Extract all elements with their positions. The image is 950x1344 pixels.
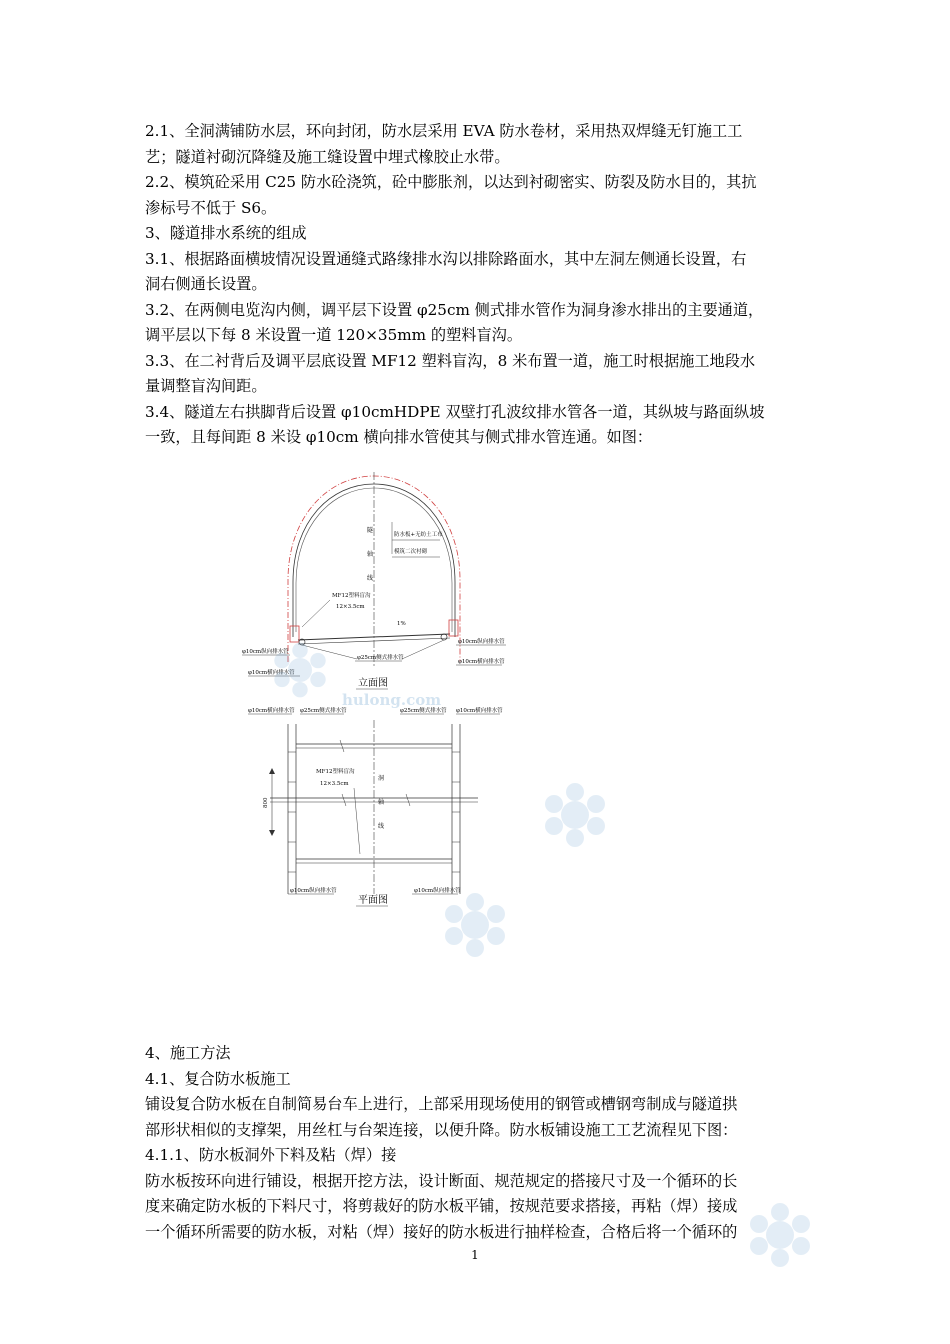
- plan-centerline-char: 线: [378, 823, 385, 830]
- section-heading: 4、施工方法: [145, 1044, 231, 1062]
- plan-caption: 平面图: [358, 895, 388, 906]
- plan-mf12-label: MF12塑料盲沟: [316, 769, 355, 775]
- slope-label: 1%: [397, 621, 406, 627]
- centerline-char: 轴: [367, 551, 374, 558]
- right-drain-pipe: [441, 634, 447, 640]
- left-long-pipe-label: φ10cm纵向排水管: [242, 649, 289, 655]
- paragraph-line: 量调整盲沟间距。: [145, 377, 267, 395]
- subsection-heading: 4.1、复合防水板施工: [145, 1069, 291, 1088]
- plan-mf12-size: 12×3.5cm: [320, 781, 349, 787]
- plan-centerline-char: 洞: [378, 775, 385, 782]
- elevation-caption: 立面图: [358, 678, 388, 689]
- watermark-snowflake-icon: [540, 780, 610, 850]
- lining-label: 模筑二次衬砌: [394, 549, 428, 555]
- paragraph-line: 部形状相似的支撑架，用丝杠与台架连接，以便升降。防水板铺设施工工艺流程见下图：: [145, 1120, 738, 1139]
- paragraph-line: 铺设复合防水板在自制简易台车上进行，上部采用现场使用的钢管或槽钢弯制成与隧道拱: [145, 1095, 738, 1113]
- plan-bottom-left-label: φ10cm纵向排水管: [290, 888, 337, 894]
- watermark-snowflake-icon: [270, 640, 330, 700]
- body-text-top: [145, 119, 813, 451]
- mf12-label: MF12塑料盲沟: [332, 593, 371, 599]
- plan-top-label: φ10cm横向排水管: [248, 708, 295, 714]
- paragraph-line: 防水板按环向进行铺设，根据开挖方法，设计断面、规范规定的搭接尺寸及一个循环的长: [145, 1171, 738, 1190]
- right-cable-trench: [449, 620, 458, 636]
- right-long-pipe-label: φ10cm纵向排水管: [458, 639, 505, 645]
- paragraph-line: 一致，且每间距 8 米设 φ10cm 横向排水管使其与侧式排水管连通。如图：: [145, 428, 653, 446]
- plan-top-label: φ10cm横向排水管: [456, 708, 503, 714]
- paragraph-line: 3.1、根据路面横坡情况设置通缝式路缘排水沟以排除路面水，其中左洞左侧通长设置，右: [145, 249, 747, 268]
- paragraph-line: 3.2、在两侧电览沟内侧，调平层下设置 φ25cm 侧式排水管作为洞身渗水排出的主要通道，: [145, 300, 764, 319]
- paragraph-line: 2.2、模筑砼采用 C25 防水砼浇筑，砼中膨胀剂，以达到衬砌密实、防裂及防水目的，其抗: [145, 173, 757, 191]
- left-cross-pipe-label: φ10cm横向排水管: [248, 670, 295, 676]
- paragraph-line: 2.1、全洞满铺防水层，环向封闭，防水层采用 EVA 防水卷材，采用热双焊缝无钉施工工: [145, 122, 743, 140]
- paragraph-line: 调平层以下每 8 米设置一道 120×35mm 的塑料盲沟。: [145, 326, 523, 344]
- paragraph-line: 度来确定防水板的下料尺寸，将剪裁好的防水板平铺，按规范要求搭接，再粘（焊）接成: [145, 1197, 738, 1215]
- centerline-char: 隧: [367, 527, 374, 534]
- centerline-char: 线: [367, 575, 374, 582]
- side-drain-label: φ25cm侧式排水管: [357, 655, 404, 661]
- plan-top-label: φ25cm侧式排水管: [300, 708, 347, 714]
- watermark-snowflake-icon: [440, 890, 510, 960]
- paragraph-line: 一个循环所需要的防水板，对粘（焊）接好的防水板进行抽样检查，合格后将一个循环的: [145, 1222, 738, 1241]
- body-text-bottom: [145, 1041, 813, 1245]
- section-heading: 3、隧道排水系统的组成: [145, 224, 307, 242]
- paragraph-line: 渗标号不低于 S6。: [145, 198, 277, 217]
- paragraph-line: 艺；隧道衬砌沉降缝及施工缝设置中埋式橡胶止水带。: [145, 147, 510, 166]
- plan-view: [248, 706, 503, 906]
- plan-bottom-right-label: φ10cm纵向排水管: [414, 888, 461, 894]
- subsection-heading: 4.1.1、防水板洞外下料及粘（焊）接: [145, 1146, 397, 1164]
- mf12-size-label: 12×3.5cm: [336, 604, 365, 610]
- dimension-label: 800: [263, 797, 269, 808]
- paragraph-line: 3.4、隧道左右拱脚背后设置 φ10cmHDPE 双壁打孔波纹排水管各一道，其纵坡与路面纵坡: [145, 402, 765, 421]
- paragraph-line: 洞右侧通长设置。: [145, 275, 267, 293]
- page-number: 1: [471, 1248, 479, 1262]
- right-cross-pipe-label: φ10cm横向排水管: [458, 659, 505, 665]
- plan-centerline-char: 轴: [378, 799, 385, 806]
- watermark-text: hulong.com: [342, 691, 442, 709]
- waterproof-label: 防水板+无纺土工布: [394, 532, 443, 538]
- paragraph-line: 3.3、在二衬背后及调平层底设置 MF12 塑料盲沟，8 米布置一道，施工时根据施工地段水: [145, 351, 756, 370]
- plan-top-label: φ25cm侧式排水管: [400, 708, 447, 714]
